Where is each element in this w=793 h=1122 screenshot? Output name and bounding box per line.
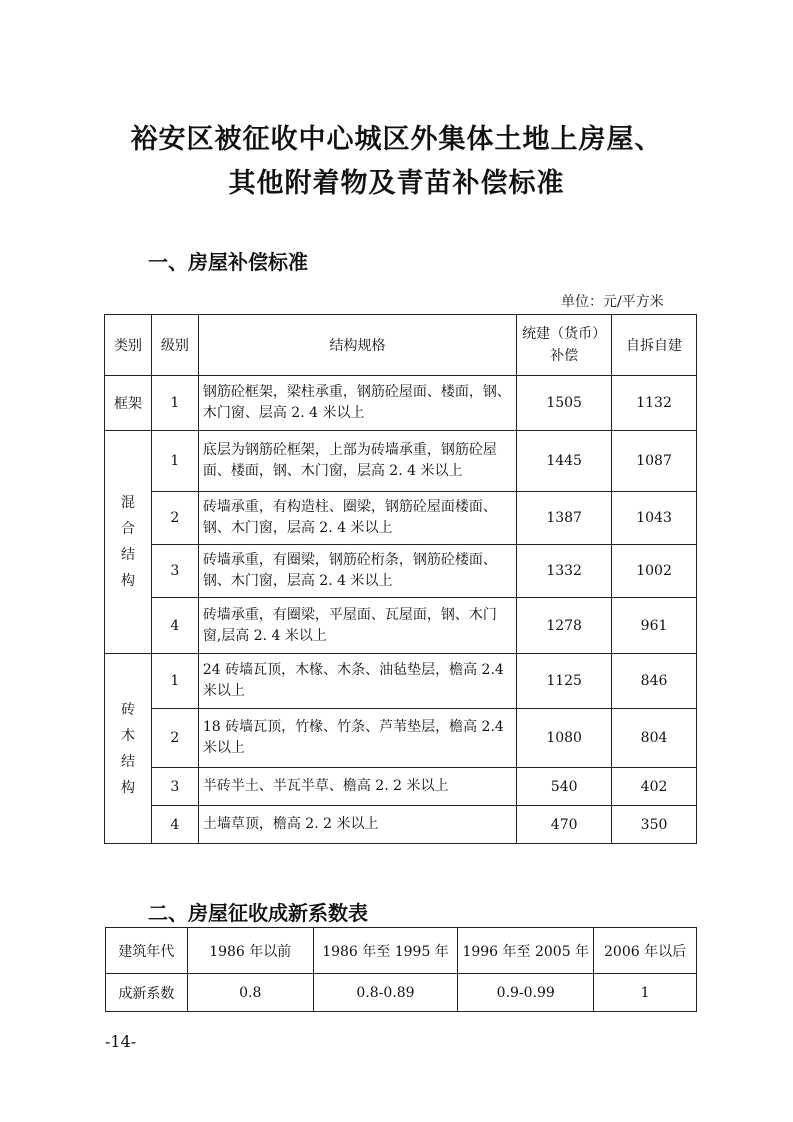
- grade-cell: 2: [151, 709, 198, 768]
- table-row: [106, 974, 697, 1012]
- header-unified: 统建（货币）补偿: [517, 315, 612, 376]
- coef-row-label: 成新系数: [106, 974, 188, 1012]
- year-cell: 1986 年以前: [187, 928, 313, 974]
- unified-cell: 1387: [517, 492, 612, 545]
- table-row: [105, 376, 697, 431]
- spec-cell: 砖墙承重，有圈梁，钢筋砼桁条，钢筋砼楼面、钢、木门窗，层高 2. 4 米以上: [198, 545, 516, 598]
- category-frame: 框架: [105, 376, 152, 431]
- grade-cell: 2: [151, 492, 198, 545]
- spec-cell: 18 砖墙瓦顶，竹椽、竹条、芦苇垫层，檐高 2.4 米以上: [198, 709, 516, 768]
- unified-cell: 470: [517, 806, 612, 844]
- spec-cell: 半砖半土、半瓦半草、檐高 2. 2 米以上: [198, 768, 516, 806]
- grade-cell: 1: [151, 654, 198, 709]
- year-cell: 2006 年以后: [594, 928, 697, 974]
- spec-cell: 土墙草顶，檐高 2. 2 米以上: [198, 806, 516, 844]
- unified-cell: 1278: [517, 598, 612, 654]
- coef-cell: 0.8: [187, 974, 313, 1012]
- grade-cell: 4: [151, 598, 198, 654]
- title-line-1: 裕安区被征收中心城区外集体土地上房屋、: [130, 124, 663, 155]
- unified-cell: 1332: [517, 545, 612, 598]
- self-build-cell: 350: [612, 806, 697, 844]
- grade-cell: 4: [151, 806, 198, 844]
- spec-cell: 钢筋砼框架，梁柱承重，钢筋砼屋面、楼面，钢、木门窗、层高 2. 4 米以上: [198, 376, 516, 431]
- table-row: [105, 709, 697, 768]
- table-header-row: [105, 315, 697, 376]
- self-build-cell: 846: [612, 654, 697, 709]
- year-cell: 1996 年至 2005 年: [458, 928, 594, 974]
- spec-cell: 砖墙承重，有圈梁，平屋面、瓦屋面，钢、木门窗,层高 2. 4 米以上: [198, 598, 516, 654]
- self-build-cell: 804: [612, 709, 697, 768]
- section-2-heading: 二、房屋征收成新系数表: [148, 901, 368, 925]
- table-row: [105, 768, 697, 806]
- unified-cell: 540: [517, 768, 612, 806]
- unified-cell: 1505: [517, 376, 612, 431]
- grade-cell: 3: [151, 545, 198, 598]
- self-build-cell: 1002: [612, 545, 697, 598]
- self-build-cell: 961: [612, 598, 697, 654]
- table-row: [105, 492, 697, 545]
- depreciation-table: [105, 927, 697, 1012]
- category-brick-wood: 砖 木 结 构: [105, 654, 152, 844]
- unified-cell: 1125: [517, 654, 612, 709]
- grade-cell: 1: [151, 431, 198, 492]
- coef-cell: 0.8-0.89: [313, 974, 458, 1012]
- header-self-build: 自拆自建: [612, 315, 697, 376]
- document-title: [0, 118, 793, 206]
- table-row: [105, 654, 697, 709]
- table-row: [105, 806, 697, 844]
- grade-cell: 3: [151, 768, 198, 806]
- title-line-2: 其他附着物及青苗补偿标准: [228, 168, 565, 199]
- unit-label: 单位：元/平方米: [561, 294, 664, 310]
- unified-cell: 1080: [517, 709, 612, 768]
- year-cell: 1986 年至 1995 年: [313, 928, 458, 974]
- section-1-heading: 一、房屋补偿标准: [148, 250, 308, 274]
- unified-cell: 1445: [517, 431, 612, 492]
- page-number: -14-: [105, 1032, 137, 1051]
- table-row: [106, 928, 697, 974]
- grade-cell: 1: [151, 376, 198, 431]
- table-row: [105, 431, 697, 492]
- self-build-cell: 1087: [612, 431, 697, 492]
- compensation-table: [104, 314, 697, 844]
- self-build-cell: 402: [612, 768, 697, 806]
- spec-cell: 砖墙承重，有构造柱、圈梁，钢筋砼屋面楼面、钢、木门窗，层高 2. 4 米以上: [198, 492, 516, 545]
- spec-cell: 底层为钢筋砼框架，上部为砖墙承重，钢筋砼屋面、楼面，钢、木门窗，层高 2. 4 米以上: [198, 431, 516, 492]
- year-row-label: 建筑年代: [106, 928, 188, 974]
- spec-cell: 24 砖墙瓦顶，木椽、木条、油毡垫层，檐高 2.4 米以上: [198, 654, 516, 709]
- table-row: [105, 598, 697, 654]
- coef-cell: 1: [594, 974, 697, 1012]
- header-grade: 级别: [151, 315, 198, 376]
- table-row: [105, 545, 697, 598]
- self-build-cell: 1043: [612, 492, 697, 545]
- self-build-cell: 1132: [612, 376, 697, 431]
- header-category: 类别: [105, 315, 152, 376]
- header-spec: 结构规格: [198, 315, 516, 376]
- coef-cell: 0.9-0.99: [458, 974, 594, 1012]
- category-mixed: 混 合 结 构: [105, 431, 152, 654]
